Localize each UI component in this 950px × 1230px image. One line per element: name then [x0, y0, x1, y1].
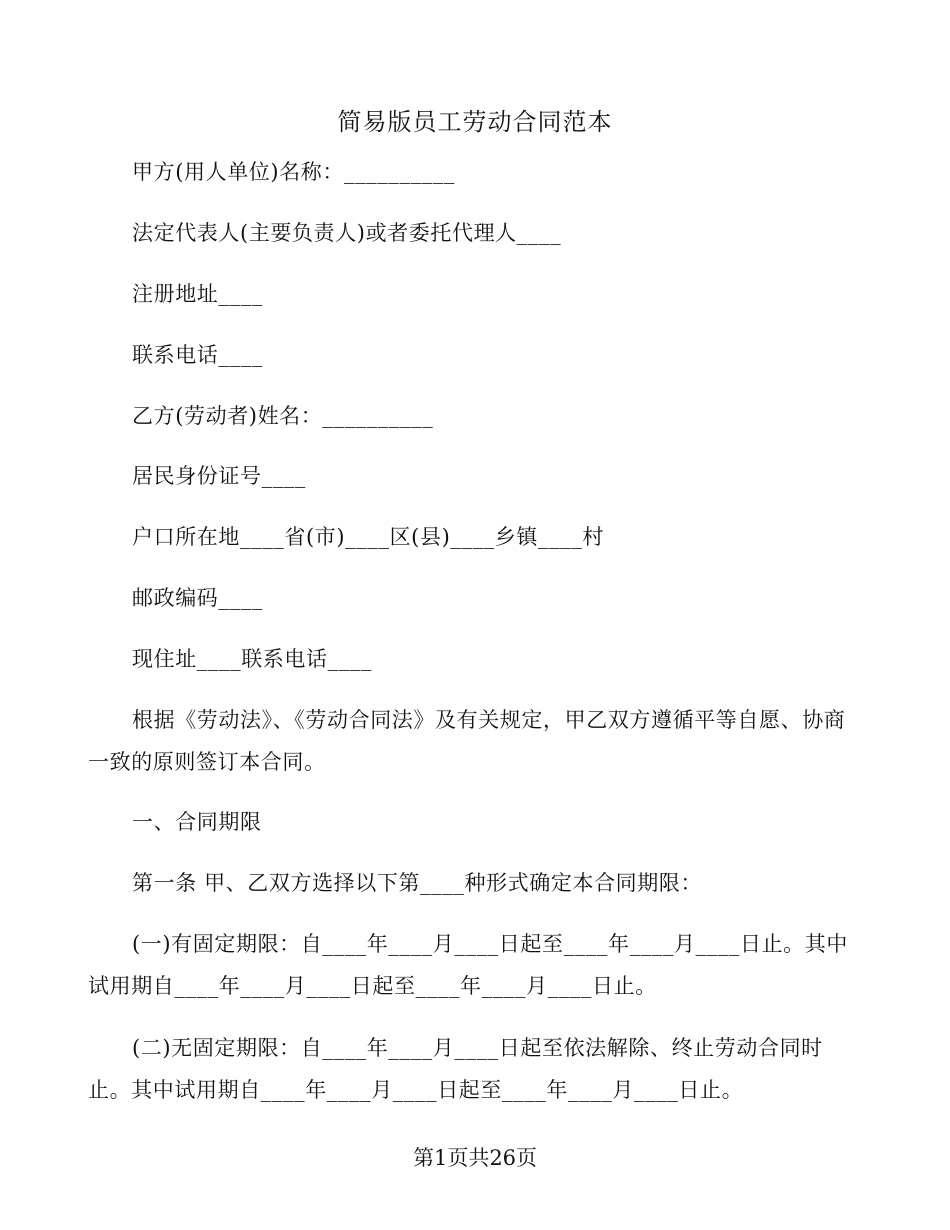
employer-phone-line: 联系电话____ [132, 343, 263, 367]
page-number: 第1页共26页 [412, 1146, 538, 1170]
article-1: 第一条 甲、乙双方选择以下第____种形式确定本合同期限： [132, 871, 703, 895]
option-open-term: (二)无固定期限：自____年____月____日起至依法解除、终止劳动合同时止。其中试用期自____年____月____日起至____年____月____日止。 [88, 1036, 823, 1102]
id-number-line: 居民身份证号____ [132, 464, 306, 488]
postal-code-line: 邮政编码____ [132, 586, 263, 610]
legal-representative-line: 法定代表人(主要负责人)或者委托代理人____ [132, 221, 562, 245]
preamble-paragraph: 根据《劳动法》、《劳动合同法》及有关规定，甲乙双方遵循平等自愿、协商一致的原则签订本合同。 [88, 708, 846, 774]
current-address-line: 现住址____联系电话____ [132, 647, 372, 671]
document-title: 简易版员工劳动合同范本 [337, 108, 613, 136]
section-heading-contract-term: 一、合同期限 [132, 810, 262, 834]
employee-name-line: 乙方(劳动者)姓名：__________ [132, 404, 434, 428]
employer-name-line: 甲方(用人单位)名称：__________ [132, 160, 455, 184]
option-fixed-term: (一)有固定期限：自____年____月____日起至____年____月____日止。其中试用期自____年____月____日起至____年____月____日止。 [88, 932, 848, 998]
household-registration-line: 户口所在地____省(市)____区(县)____乡镇____村 [132, 525, 604, 549]
registered-address-line: 注册地址____ [132, 282, 263, 306]
